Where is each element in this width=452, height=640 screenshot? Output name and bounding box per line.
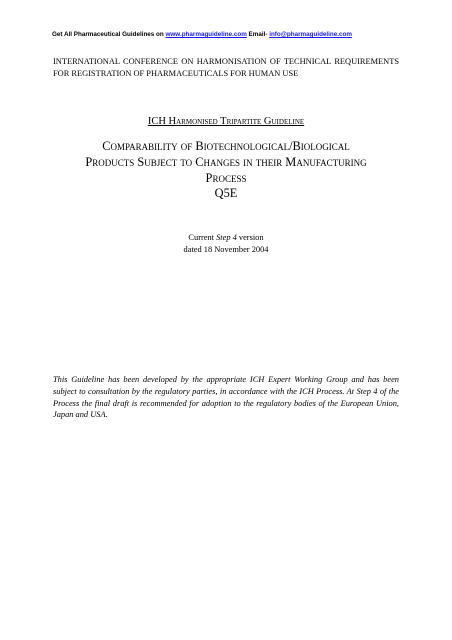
- website-link[interactable]: www.pharmaguideline.com: [165, 31, 247, 38]
- organization-name: INTERNATIONAL CONFERENCE ON HARMONISATION OF TECHNICAL REQUIREMENTS FOR REGISTRATION OF PHARMACEUTICALS FOR HUMAN USE: [53, 57, 399, 78]
- guideline-code: Q5E: [214, 186, 238, 200]
- version-prefix: Current: [188, 233, 217, 242]
- email-link[interactable]: info@pharmaguideline.com: [269, 31, 352, 38]
- email-label: Email-: [246, 31, 270, 38]
- document-title: [40, 138, 412, 187]
- title-line-2: Products Subject to Changes in their Manufacturing: [85, 155, 367, 170]
- title-line-1: Comparability of Biotechnological/Biological: [102, 139, 350, 153]
- version-line: [0, 232, 452, 244]
- version-info: [0, 232, 452, 256]
- adoption-statement: This Guideline has been developed by the appropriate ICH Expert Working Group and has been subject to consultation by the regulatory parties, in accordance with the ICH Process. At Step 4 of the Process the final draft is recommended for adoption to the regulatory bodies of the European Union, Japan and USA.: [53, 375, 399, 420]
- guideline-type: ICH Harmonised Tripartite Guideline: [147, 116, 305, 127]
- version-date: dated 18 November 2004: [183, 245, 269, 254]
- page-header: [52, 31, 412, 38]
- header-prefix: Get All Pharmaceutical Guidelines on: [52, 31, 166, 38]
- version-suffix: version: [236, 233, 264, 242]
- version-step: Step 4: [216, 233, 237, 242]
- title-line-3: Process: [205, 171, 247, 186]
